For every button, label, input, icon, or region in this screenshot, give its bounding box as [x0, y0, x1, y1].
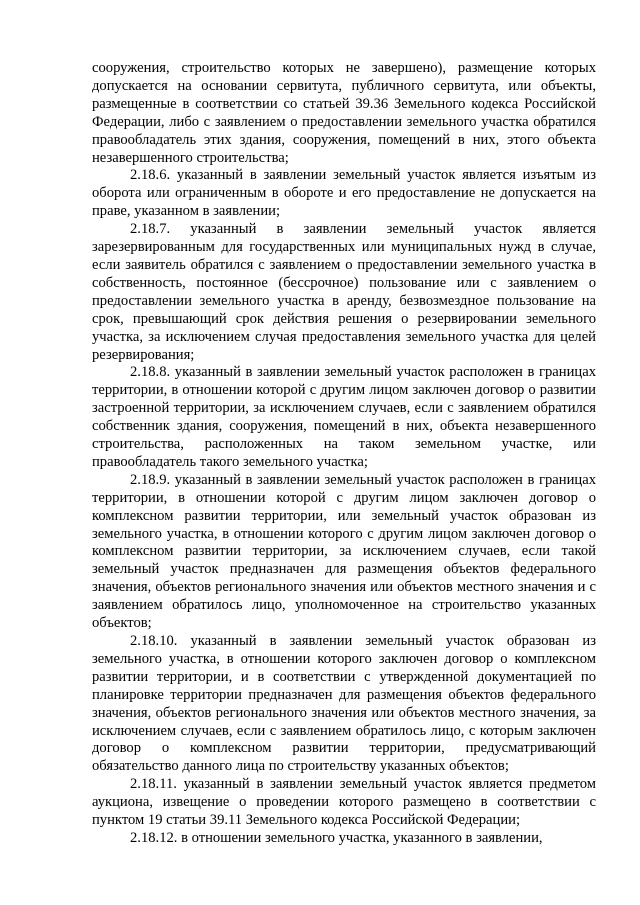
paragraph-2-18-11: 2.18.11. указанный в заявлении земельный участок является предметом аукциона, извещение о проведении которого размещено в соответствии с пунктом 19 статьи 39.11 Земельного кодекса Российской Федерации;: [92, 776, 596, 829]
document-body: [92, 60, 596, 848]
paragraph-2-18-10: 2.18.10. указанный в заявлении земельный участок образован из земельного участка, в отношении которого заключен договор о комплексном развитии территории, и в соответствии с утвержденной документацией по планировке территории предназначен для размещения объектов федерального значения, объектов регионального значения или объектов местного значения, за исключением случаев, если с заявлением обратилось лицо, с которым заключен договор о комплексном развитии территории, предусматривающий обязательство данного лица по строительству указанных объектов;: [92, 633, 596, 775]
paragraph-2-18-9: 2.18.9. указанный в заявлении земельный участок расположен в границах территории, в отношении которой с другим лицом заключен договор о комплексном развитии территории, или земельный участок образован из земельного участка, в отношении которого с другим лицом заключен договор о комплексном развитии территории, за исключением случаев, если такой земельный участок предназначен для размещения объектов федерального значения, объектов регионального значения или объектов местного значения и с заявлением обратилось лицо, уполномоченное на строительство указанных объектов;: [92, 471, 596, 632]
paragraph-2-18-7: 2.18.7. указанный в заявлении земельный участок является зарезервированным для государственных или муниципальных нужд в случае, если заявитель обратился с заявлением о предоставлении земельного участка в собственность, постоянное (бессрочное) пользование или с заявлением о предоставлении земельного участка в аренду, безвозмездное пользование на срок, превышающий срок действия решения о резервировании земельного участка, за исключением случая предоставления земельного участка для целей резервирования;: [92, 221, 596, 363]
paragraph-2-18-6: 2.18.6. указанный в заявлении земельный участок является изъятым из оборота или ограниченным в обороте и его предоставление не допускается на праве, указанном в заявлении;: [92, 167, 596, 220]
paragraph-continuation: сооружения, строительство которых не завершено), размещение которых допускается на основании сервитута, публичного сервитута, или объекты, размещенные в соответствии со статьей 39.36 Земельного кодекса Российской Федерации, либо с заявлением о предоставлении земельного участка обратился правообладатель этих здания, сооружения, помещений в них, этого объекта незавершенного строительства;: [92, 60, 596, 166]
paragraph-2-18-8: 2.18.8. указанный в заявлении земельный участок расположен в границах территории, в отношении которой с другим лицом заключен договор о развитии застроенной территории, за исключением случаев, если с заявлением обратился собственник здания, сооружения, помещений в них, объекта незавершенного строительства, расположенных на таком земельном участке, или правообладатель такого земельного участка;: [92, 364, 596, 470]
paragraph-2-18-12: 2.18.12. в отношении земельного участка, указанного в заявлении,: [130, 829, 543, 846]
